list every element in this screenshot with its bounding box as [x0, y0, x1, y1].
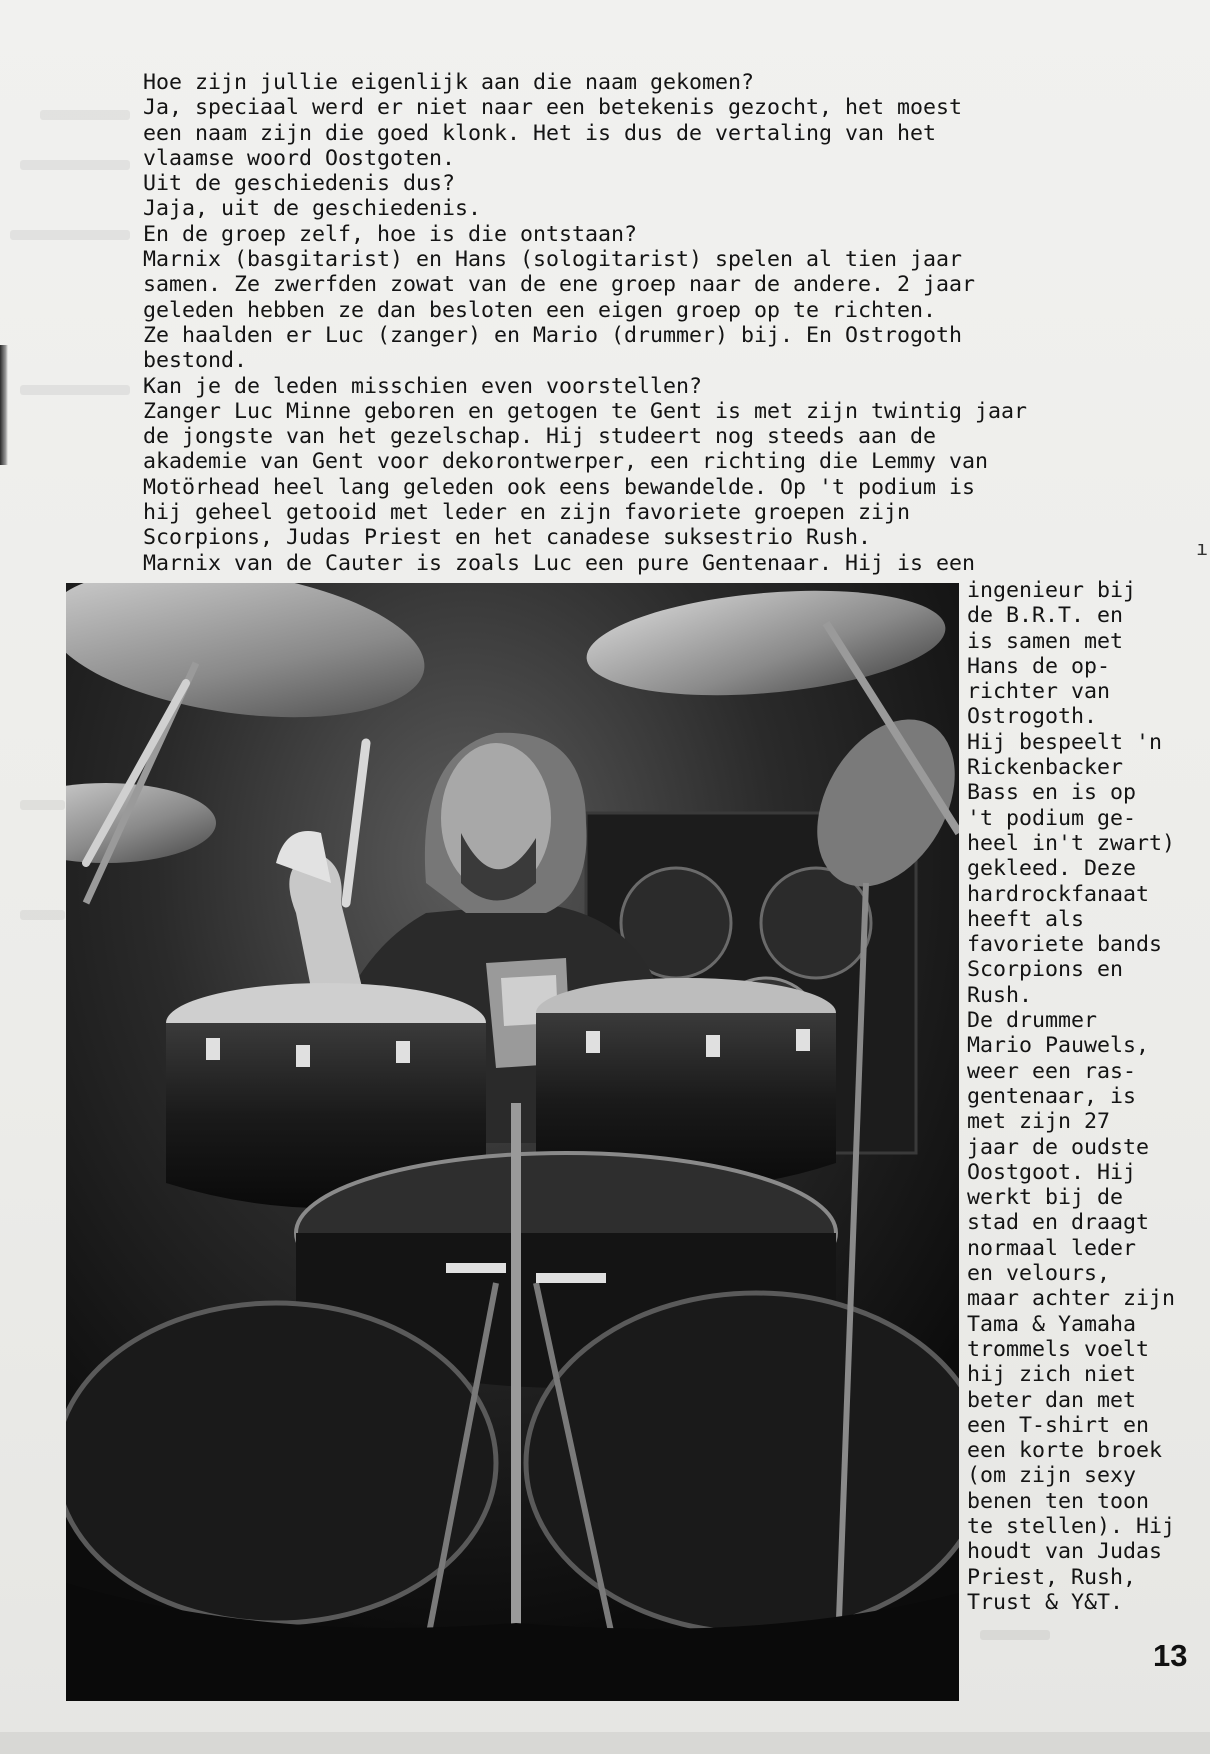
article-line: hij geheel getooid met leder en zijn favoriete groepen zijn — [143, 500, 911, 526]
side-column-line: Hans de op- — [967, 653, 1111, 679]
bleed-through-mark — [980, 1630, 1050, 1640]
side-column-line: heel in't zwart) — [967, 830, 1176, 856]
side-column-line: Ostrogoth. — [967, 704, 1098, 730]
bleed-through-mark — [20, 160, 130, 170]
binding-shadow — [0, 345, 8, 465]
side-column-line: te stellen). Hij — [967, 1513, 1176, 1539]
side-column-line: en velours, — [967, 1261, 1111, 1287]
side-column-text — [967, 578, 1210, 1615]
article-line: vlaamse woord Oostgoten. — [143, 145, 456, 171]
side-column-line: Trust & Y&T. — [967, 1589, 1124, 1615]
side-column-line: stad en draagt — [967, 1210, 1150, 1236]
article-line: Motörhead heel lang geleden ook eens bewandelde. Op 't podium is — [143, 474, 976, 500]
side-column-line: een korte broek — [967, 1438, 1163, 1464]
bleed-through-mark — [10, 230, 130, 240]
article-line: samen. Ze zwerfden zowat van de ene groep naar de andere. 2 jaar — [143, 272, 976, 298]
article-line: bestond. — [143, 348, 248, 374]
side-column-line: een T-shirt en — [967, 1412, 1150, 1438]
bleed-through-mark — [20, 385, 130, 395]
side-column-line: jaar de oudste — [967, 1134, 1150, 1160]
article-line: Marnix (basgitarist) en Hans (sologitarist) spelen al tien jaar — [143, 247, 963, 273]
bleed-through-mark — [20, 800, 65, 810]
side-column-line: favoriete bands — [967, 932, 1163, 958]
side-column-line: richter van — [967, 679, 1111, 705]
side-column-line: Scorpions en — [967, 957, 1124, 983]
article-line: de jongste van het gezelschap. Hij studeert nog steeds aan de — [143, 424, 937, 450]
side-column-line: normaal leder — [967, 1235, 1137, 1261]
side-column-line: gekleed. Deze — [967, 856, 1137, 882]
article-line: Kan je de leden misschien even voorstellen? — [143, 373, 703, 399]
side-column-line: Rush. — [967, 982, 1033, 1008]
side-column-line: de B.R.T. en — [967, 603, 1124, 629]
bleed-through-mark — [20, 910, 65, 920]
side-column-line: ingenieur bij — [967, 578, 1137, 603]
bleed-through-mark — [40, 110, 130, 120]
side-column-line: Mario Pauwels, — [967, 1033, 1150, 1059]
article-body — [143, 70, 1183, 576]
side-column-line: De drummer — [967, 1008, 1098, 1034]
article-line: Marnix van de Cauter is zoals Luc een pure Gentenaar. Hij is een — [143, 550, 976, 576]
side-column-line: is samen met — [967, 628, 1124, 654]
side-column-line: Bass en is op — [967, 780, 1137, 806]
article-line: Ze haalden er Luc (zanger) en Mario (drummer) bij. En Ostrogoth — [143, 322, 963, 348]
article-line: Uit de geschiedenis dus? — [143, 171, 456, 197]
article-line: Zanger Luc Minne geboren en getogen te Gent is met zijn twintig jaar — [143, 398, 1028, 424]
article-line: En de groep zelf, hoe is die ontstaan? — [143, 221, 638, 247]
side-column-line: 't podium ge- — [967, 805, 1137, 831]
side-column-line: Oostgoot. Hij — [967, 1159, 1137, 1185]
side-column-line: met zijn 27 — [967, 1109, 1111, 1135]
side-column-line: Priest, Rush, — [967, 1564, 1137, 1590]
article-line: geleden hebben ze dan besloten een eigen groep op te richten. — [143, 297, 937, 323]
drummer-photo — [66, 583, 959, 1701]
article-line: akademie van Gent voor dekorontwerper, een richting die Lemmy van — [143, 449, 989, 475]
side-column-line: weer een ras- — [967, 1058, 1137, 1084]
edge-mark: ı — [1196, 536, 1209, 560]
side-column-line: werkt bij de — [967, 1185, 1124, 1211]
side-column-line: Rickenbacker — [967, 755, 1124, 781]
side-column-line: (om zijn sexy — [967, 1463, 1137, 1489]
side-column-line: houdt van Judas — [967, 1539, 1163, 1565]
side-column-line: Tama & Yamaha — [967, 1311, 1137, 1337]
article-line: Hoe zijn jullie eigenlijk aan die naam gekomen? — [143, 70, 755, 95]
article-line: Ja, speciaal werd er niet naar een betekenis gezocht, het moest — [143, 95, 963, 121]
side-column-line: trommels voelt — [967, 1336, 1150, 1362]
side-column-line: heeft als — [967, 906, 1085, 932]
side-column-line: gentenaar, is — [967, 1083, 1137, 1109]
side-column-line: Hij bespeelt 'n — [967, 729, 1163, 755]
article-line: Jaja, uit de geschiedenis. — [143, 196, 482, 222]
side-column-line: maar achter zijn — [967, 1286, 1176, 1312]
article-line: Scorpions, Judas Priest en het canadese suksestrio Rush. — [143, 525, 872, 551]
page-bottom-edge — [0, 1732, 1210, 1754]
side-column-line: hardrockfanaat — [967, 881, 1150, 907]
article-line: een naam zijn die goed klonk. Het is dus de vertaling van het — [143, 120, 937, 146]
page-number: 13 — [1153, 1638, 1188, 1673]
side-column-line: beter dan met — [967, 1387, 1137, 1413]
side-column-line: hij zich niet — [967, 1362, 1137, 1388]
side-column-line: benen ten toon — [967, 1488, 1150, 1514]
